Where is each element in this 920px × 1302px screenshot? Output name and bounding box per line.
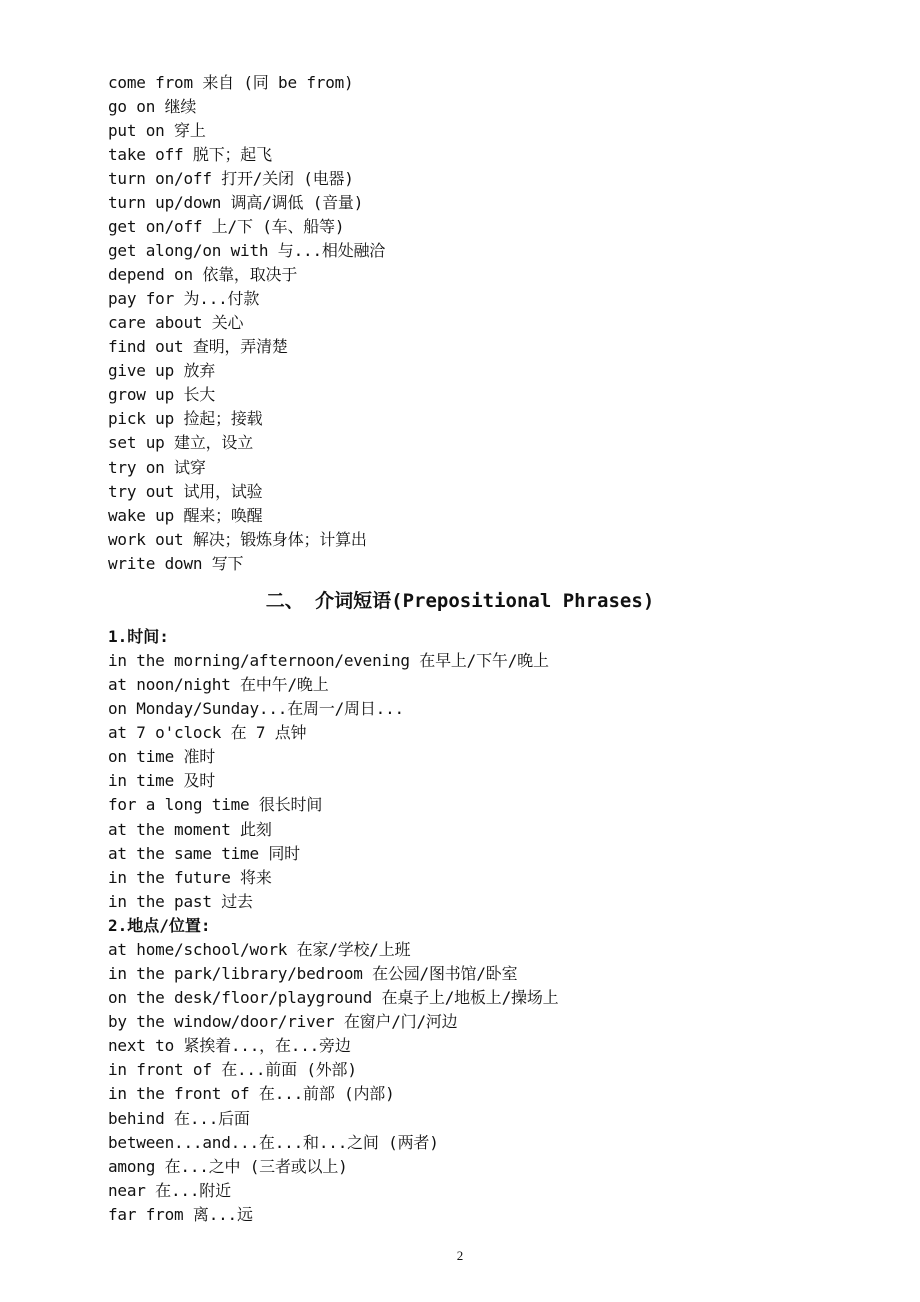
section-title: 二、 介词短语(Prepositional Phrases) [265,590,655,612]
place-phrase-line: near 在...附近 [108,1181,231,1200]
place-phrase-line: behind 在...后面 [108,1109,250,1128]
place-phrase-line: in front of 在...前面 (外部) [108,1060,357,1079]
place-phrase-line: on the desk/floor/playground 在桌子上/地板上/操场上 [108,988,559,1007]
phrase-line: find out 查明，弄清楚 [108,337,288,356]
phrase-line: try on 试穿 [108,458,206,477]
place-phrase-line: in the front of 在...前部 (内部) [108,1084,395,1103]
time-heading: 1.时间: [108,627,169,646]
time-phrase-line: on time 准时 [108,747,216,766]
phrase-line: grow up 长大 [108,385,216,404]
phrase-line: wake up 醒来；唤醒 [108,506,263,525]
phrase-line: give up 放弃 [108,361,216,380]
phrase-line: write down 写下 [108,554,244,573]
phrase-line: go on 继续 [108,97,197,116]
page-number: 2 [456,1248,464,1263]
phrase-line: take off 脱下；起飞 [108,145,272,164]
place-phrase-line: between...and...在...和...之间 (两者) [108,1133,439,1152]
time-phrase-line: on Monday/Sunday...在周一/周日... [108,699,404,718]
place-phrase-line: among 在...之中 (三者或以上) [108,1157,348,1176]
time-phrase-line: at the same time 同时 [108,844,300,863]
time-phrase-line: at noon/night 在中午/晚上 [108,675,329,694]
phrase-line: set up 建立，设立 [108,433,254,452]
phrase-line: work out 解决；锻炼身体；计算出 [108,530,367,549]
phrase-line: turn up/down 调高/调低 (音量) [108,193,364,212]
time-phrase-line: at 7 o'clock 在 7 点钟 [108,723,307,742]
place-phrase-line: by the window/door/river 在窗户/门/河边 [108,1012,458,1031]
phrase-line: care about 关心 [108,313,244,332]
phrase-line: get on/off 上/下 (车、船等) [108,217,345,236]
place-phrase-line: far from 离...远 [108,1205,253,1224]
place-heading: 2.地点/位置: [108,916,211,935]
phrase-line: pay for 为...付款 [108,289,260,308]
phrase-line: pick up 捡起；接载 [108,409,263,428]
place-phrase-line: next to 紧挨着...，在...旁边 [108,1036,351,1055]
time-phrase-line: at the moment 此刻 [108,820,272,839]
time-phrase-line: in the past 过去 [108,892,253,911]
phrase-line: come from 来自 (同 be from) [108,73,354,92]
phrase-line: get along/on with 与...相处融洽 [108,241,386,260]
time-phrase-line: in the future 将来 [108,868,272,887]
place-phrase-line: in the park/library/bedroom 在公园/图书馆/卧室 [108,964,518,983]
time-phrase-line: for a long time 很长时间 [108,795,323,814]
phrase-line: depend on 依靠，取决于 [108,265,298,284]
time-phrase-line: in time 及时 [108,771,216,790]
phrase-line: put on 穿上 [108,121,206,140]
place-phrase-line: at home/school/work 在家/学校/上班 [108,940,411,959]
phrase-line: turn on/off 打开/关闭 (电器) [108,169,354,188]
time-phrase-line: in the morning/afternoon/evening 在早上/下午/晚上 [108,651,549,670]
phrase-line: try out 试用，试验 [108,482,263,501]
